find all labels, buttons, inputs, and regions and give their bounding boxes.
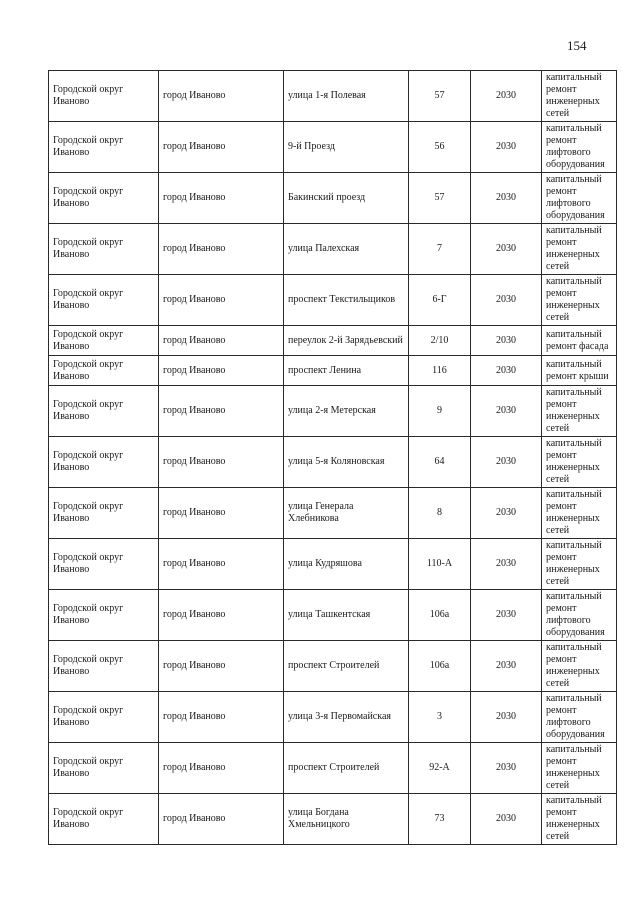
street-cell: улица 2-я Метерская (284, 386, 409, 437)
house-number-cell: 7 (409, 224, 471, 275)
city-cell: город Иваново (159, 71, 284, 122)
city-cell: город Иваново (159, 488, 284, 539)
table-row (49, 173, 617, 224)
house-number-cell: 116 (409, 356, 471, 386)
work-type-cell: капитальный ремонт лифтового оборудования (542, 590, 617, 641)
city-cell: город Иваново (159, 743, 284, 794)
work-type-cell: капитальный ремонт инженерных сетей (542, 488, 617, 539)
city-cell: город Иваново (159, 326, 284, 356)
street-cell: улица Палехская (284, 224, 409, 275)
work-type-cell: капитальный ремонт инженерных сетей (542, 794, 617, 845)
work-type-cell: капитальный ремонт инженерных сетей (542, 743, 617, 794)
work-type-cell: капитальный ремонт инженерных сетей (542, 641, 617, 692)
work-type-cell: капитальный ремонт фасада (542, 326, 617, 356)
city-cell: город Иваново (159, 590, 284, 641)
street-cell: улица Ташкентская (284, 590, 409, 641)
house-number-cell: 56 (409, 122, 471, 173)
year-cell: 2030 (471, 386, 542, 437)
house-number-cell: 8 (409, 488, 471, 539)
municipality-cell: Городской округ Иваново (49, 173, 159, 224)
municipality-cell: Городской округ Иваново (49, 743, 159, 794)
city-cell: город Иваново (159, 173, 284, 224)
street-cell: проспект Строителей (284, 641, 409, 692)
street-cell: проспект Текстильщиков (284, 275, 409, 326)
house-number-cell: 106а (409, 641, 471, 692)
repair-schedule-table (48, 70, 617, 845)
year-cell: 2030 (471, 224, 542, 275)
municipality-cell: Городской округ Иваново (49, 326, 159, 356)
year-cell: 2030 (471, 122, 542, 173)
municipality-cell: Городской округ Иваново (49, 224, 159, 275)
street-cell: улица Богдана Хмельницкого (284, 794, 409, 845)
table-row (49, 224, 617, 275)
house-number-cell: 2/10 (409, 326, 471, 356)
table-row (49, 386, 617, 437)
year-cell: 2030 (471, 794, 542, 845)
street-cell: проспект Строителей (284, 743, 409, 794)
municipality-cell: Городской округ Иваново (49, 794, 159, 845)
city-cell: город Иваново (159, 641, 284, 692)
work-type-cell: капитальный ремонт инженерных сетей (542, 437, 617, 488)
year-cell: 2030 (471, 590, 542, 641)
street-cell: улица Генерала Хлебникова (284, 488, 409, 539)
municipality-cell: Городской округ Иваново (49, 539, 159, 590)
municipality-cell: Городской округ Иваново (49, 386, 159, 437)
year-cell: 2030 (471, 692, 542, 743)
street-cell: улица 1-я Полевая (284, 71, 409, 122)
table-row (49, 122, 617, 173)
year-cell: 2030 (471, 71, 542, 122)
municipality-cell: Городской округ Иваново (49, 488, 159, 539)
work-type-cell: капитальный ремонт лифтового оборудования (542, 173, 617, 224)
year-cell: 2030 (471, 641, 542, 692)
year-cell: 2030 (471, 539, 542, 590)
house-number-cell: 57 (409, 71, 471, 122)
year-cell: 2030 (471, 275, 542, 326)
table-row (49, 488, 617, 539)
municipality-cell: Городской округ Иваново (49, 275, 159, 326)
table-row (49, 590, 617, 641)
city-cell: город Иваново (159, 275, 284, 326)
table-row (49, 743, 617, 794)
municipality-cell: Городской округ Иваново (49, 356, 159, 386)
municipality-cell: Городской округ Иваново (49, 590, 159, 641)
table-row (49, 794, 617, 845)
city-cell: город Иваново (159, 539, 284, 590)
street-cell: улица 3-я Первомайская (284, 692, 409, 743)
house-number-cell: 57 (409, 173, 471, 224)
year-cell: 2030 (471, 173, 542, 224)
house-number-cell: 106а (409, 590, 471, 641)
street-cell: 9-й Проезд (284, 122, 409, 173)
year-cell: 2030 (471, 437, 542, 488)
table-row (49, 641, 617, 692)
table-row (49, 356, 617, 386)
house-number-cell: 9 (409, 386, 471, 437)
year-cell: 2030 (471, 488, 542, 539)
municipality-cell: Городской округ Иваново (49, 437, 159, 488)
city-cell: город Иваново (159, 794, 284, 845)
year-cell: 2030 (471, 356, 542, 386)
municipality-cell: Городской округ Иваново (49, 122, 159, 173)
street-cell: Бакинский проезд (284, 173, 409, 224)
municipality-cell: Городской округ Иваново (49, 692, 159, 743)
house-number-cell: 92-А (409, 743, 471, 794)
house-number-cell: 64 (409, 437, 471, 488)
city-cell: город Иваново (159, 437, 284, 488)
table-row (49, 437, 617, 488)
street-cell: улица 5-я Коляновская (284, 437, 409, 488)
work-type-cell: капитальный ремонт инженерных сетей (542, 539, 617, 590)
house-number-cell: 110-А (409, 539, 471, 590)
table-row (49, 539, 617, 590)
street-cell: улица Кудряшова (284, 539, 409, 590)
work-type-cell: капитальный ремонт инженерных сетей (542, 224, 617, 275)
year-cell: 2030 (471, 326, 542, 356)
city-cell: город Иваново (159, 386, 284, 437)
work-type-cell: капитальный ремонт инженерных сетей (542, 275, 617, 326)
work-type-cell: капитальный ремонт лифтового оборудования (542, 692, 617, 743)
city-cell: город Иваново (159, 692, 284, 743)
city-cell: город Иваново (159, 356, 284, 386)
work-type-cell: капитальный ремонт крыши (542, 356, 617, 386)
table-row (49, 71, 617, 122)
city-cell: город Иваново (159, 224, 284, 275)
house-number-cell: 3 (409, 692, 471, 743)
work-type-cell: капитальный ремонт инженерных сетей (542, 71, 617, 122)
city-cell: город Иваново (159, 122, 284, 173)
table-row (49, 275, 617, 326)
table-row (49, 692, 617, 743)
street-cell: проспект Ленина (284, 356, 409, 386)
house-number-cell: 6-Г (409, 275, 471, 326)
work-type-cell: капитальный ремонт инженерных сетей (542, 386, 617, 437)
municipality-cell: Городской округ Иваново (49, 71, 159, 122)
table-body (49, 71, 617, 845)
table-row (49, 326, 617, 356)
year-cell: 2030 (471, 743, 542, 794)
work-type-cell: капитальный ремонт лифтового оборудования (542, 122, 617, 173)
municipality-cell: Городской округ Иваново (49, 641, 159, 692)
page-number: 154 (567, 38, 587, 53)
house-number-cell: 73 (409, 794, 471, 845)
street-cell: переулок 2-й Зарядьевский (284, 326, 409, 356)
